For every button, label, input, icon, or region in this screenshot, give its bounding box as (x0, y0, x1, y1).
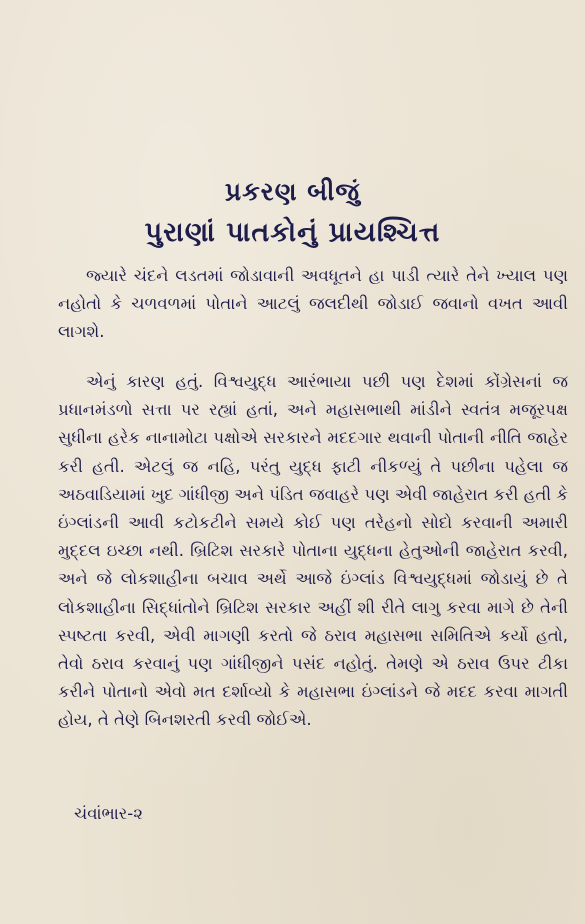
signature-mark: ચંવાંભાર-૨ (74, 804, 143, 823)
paragraph-1: જ્યારે ચંદને લડતમાં જોડાવાની અવધૂતને હા પાડી ત્યારે તેને ખ્યાલ પણ નહોતો કે ચળવળમાં પોતાને આટલું જલદીથી જોડાઈ જવાનો વખત આવી લાગશે. (58, 266, 568, 342)
chapter-title: પુરાણાં પાતકોનું પ્રાયશ્ચિત્ત (144, 217, 441, 248)
paragraph-2: એનું કારણ હતું. વિશ્વયુદ્ધ આરંભાયા પછી પણ દેશમાં કોંગ્રેસનાં જ પ્રધાનમંડળો સત્તા પર રહ્યાં હતાં, અને મહાસભાથી માંડીને સ્વતંત્ર મજૂરપક્ષ સુધીના હરેક નાનામોટા પક્ષોએ સરકારને મદદગાર થવાની પોતાની નીતિ જાહેર કરી હતી. એટલું જ નહિ, પરંતુ યુદ્ધ ફાટી નીકળ્યું તે પછીના પહેલા જ અઠવાડિયામાં ખુદ ગાંધીજી અને પંડિત જવાહરે પણ એવી જાહેરાત કરી હતી કે ઇંગ્લાંડની આવી કટોકટીને સમયે કોઈ પણ તરેહનો સોદો કરવાની અમારી મુદ્દલ ઇચ્છા નથી. બ્રિટિશ સરકારે પોતાના યુદ્ધના હેતુઓની જાહેરાત કરવી, અને જે લોકશાહીના બચાવ અર્થે આજે ઇંગ્લાંડ વિશ્વયુદ્ધમાં જોડાયું છે તે લોકશાહીના સિદ્ધાંતોને બ્રિટિશ સરકાર અહીં શી રીતે લાગુ કરવા માગે છે તેની સ્પષ્ટતા કરવી, એવી માગણી કરતો જે ઠરાવ મહાસભા સમિતિએ કર્યો હતો, તેવો ઠરાવ કરવાનું પણ ગાંધીજીને પસંદ નહોતું. તેમણે એ ઠરાવ ઉપર ટીકા કરીને પોતાનો એવો મત દર્શાવ્યો કે મહાસભા ઇંગ્લાંડને જે મદદ કરવા માગતી હોય, તે તેણે બિનશરતી કરવી જોઈએ. (58, 372, 568, 730)
chapter-heading: પ્રકરણ બીજું (224, 177, 361, 206)
